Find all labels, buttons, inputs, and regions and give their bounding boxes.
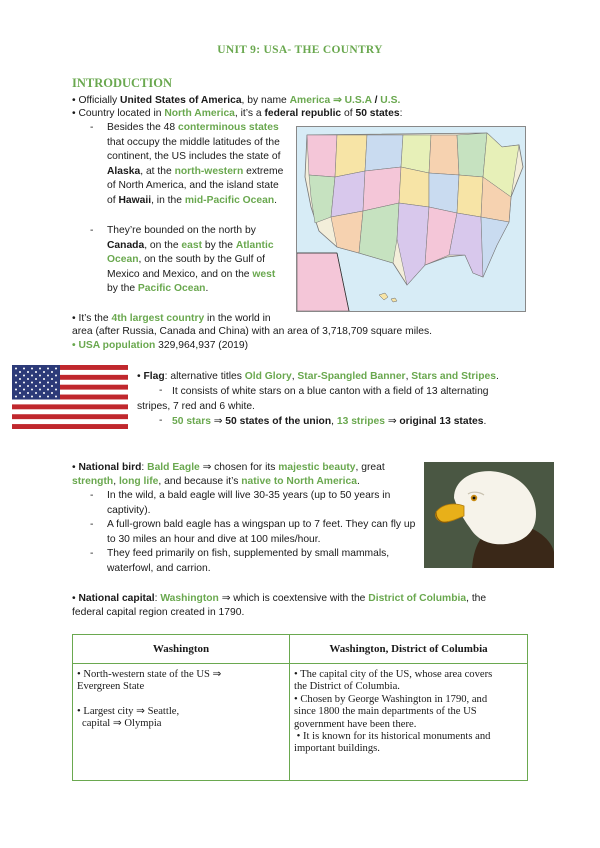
table-cell-line: Evergreen State bbox=[77, 681, 145, 693]
table-cell-district-of-columbia bbox=[290, 664, 528, 781]
bullet-dash: - bbox=[90, 490, 94, 501]
intro-bullet-states: Besides the 48 conterminous states that occupy the middle latitudes of the continent, the US includes the state of Alaska, at the north-western extreme of North America, and the island state of Hawaii, in the mid-Pacific Ocean. bbox=[107, 122, 284, 206]
intro-line-area: area (after Russia, Canada and China) with an area of 3,718,709 square miles. bbox=[72, 326, 433, 337]
usa-states-map bbox=[296, 126, 526, 312]
flag-line-stripes: stripes, 7 red and 6 white. bbox=[137, 401, 255, 412]
table-cell-line: the District of Columbia. bbox=[294, 681, 400, 693]
bird-bullet-wingspan: A full-grown bald eagle has a wingspan up to 7 feet. They can fly up to 30 miles an hour and dive at 100 miles/hour. bbox=[107, 519, 416, 545]
bullet-dash: - bbox=[90, 548, 94, 559]
bullet-dash: - bbox=[90, 122, 94, 133]
bird-line-reasons: strength, long life, and because it’s native to North America. bbox=[72, 476, 360, 487]
bullet-dash: - bbox=[90, 225, 94, 236]
capital-line-intro: • National capital: Washington ⇒ which is coextensive with the District of Columbia, the bbox=[72, 593, 487, 604]
intro-bullet-bounds: They’re bounded on the north by Canada, on the east by the Atlantic Ocean, on the south by the Gulf of Mexico and Mexico, and on the west by the Pacific Ocean. bbox=[107, 225, 276, 295]
table-cell-line: capital ⇒ Olympia bbox=[82, 718, 162, 730]
flag-line-titles: • Flag: alternative titles Old Glory, Star-Spangled Banner, Stars and Stripes. bbox=[137, 371, 499, 382]
table-cell-line: • Chosen by George Washington in 1790, and bbox=[294, 693, 488, 705]
intro-line-size: • It’s the 4th largest country in the world in bbox=[72, 313, 271, 324]
section-heading-introduction: INTRODUCTION bbox=[72, 76, 173, 90]
table-cell-line: • The capital city of the US, whose area covers bbox=[294, 669, 493, 680]
table-cell-line: since 1800 the main departments of the US bbox=[294, 706, 477, 718]
bullet-dash: - bbox=[159, 385, 163, 396]
table-cell-line: • Largest city ⇒ Seattle, bbox=[77, 705, 180, 717]
table-header-washington-dc: Washington, District of Columbia bbox=[290, 635, 528, 664]
bullet-dash: - bbox=[90, 519, 94, 530]
bird-line-intro: • National bird: Bald Eagle ⇒ chosen for its majestic beauty, great bbox=[72, 462, 385, 473]
intro-line-official-name: • Officially United States of America, by name America ⇒ U.S.A / U.S. bbox=[72, 95, 401, 106]
bullet-dash: - bbox=[159, 415, 163, 426]
bird-bullet-diet: They feed primarily on fish, supplemented by small mammals, waterfowl, and carrion. bbox=[107, 548, 390, 574]
page-title: UNIT 9: USA- THE COUNTRY bbox=[217, 44, 383, 56]
table-header-row bbox=[73, 635, 528, 664]
table-header-washington: Washington bbox=[73, 635, 290, 664]
intro-line-location: • Country located in North America, it’s a federal republic of 50 states: bbox=[72, 108, 403, 119]
table-cell-line: government have been there. bbox=[294, 718, 417, 730]
capital-line-region: federal capital region created in 1790. bbox=[72, 607, 245, 618]
table-cell-line: important buildings. bbox=[294, 743, 380, 755]
bird-bullet-lifespan: In the wild, a bald eagle will live 30-35 years (up to 50 years in captivity). bbox=[107, 490, 391, 516]
intro-line-population: • USA population 329,964,937 (2019) bbox=[72, 340, 249, 351]
bald-eagle-photo bbox=[424, 462, 554, 568]
washington-comparison-table bbox=[72, 634, 528, 781]
flag-line-description: It consists of white stars on a blue canton with a field of 13 alternating bbox=[172, 386, 489, 397]
table-cell-line: • It is known for its historical monuments and bbox=[294, 731, 491, 743]
us-flag-image bbox=[12, 365, 128, 429]
table-cell-line: • North-western state of the US ⇒ bbox=[77, 669, 222, 680]
table-row bbox=[73, 664, 528, 781]
flag-line-meaning: 50 stars ⇒ 50 states of the union, 13 stripes ⇒ original 13 states. bbox=[172, 416, 487, 427]
table-cell-washington-state bbox=[73, 664, 290, 781]
